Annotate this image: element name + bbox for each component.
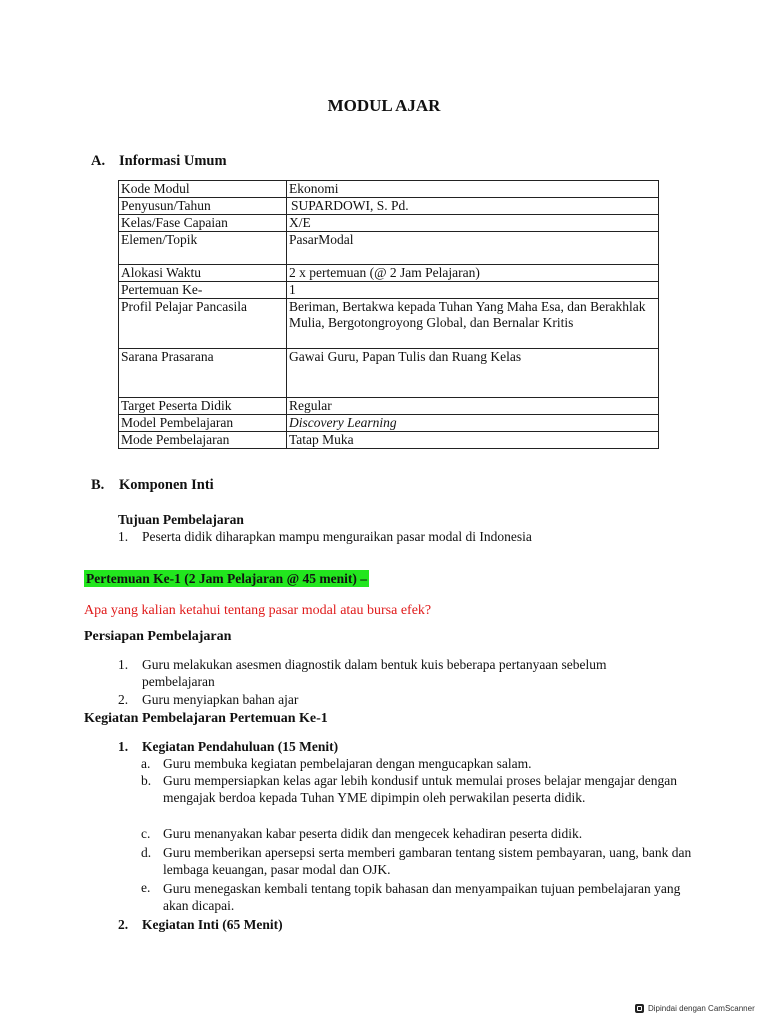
section-a-label: Informasi Umum — [119, 153, 227, 169]
inti-heading — [118, 917, 678, 933]
kegiatan-heading: Kegiatan Pembelajaran Pertemuan Ke-1 — [84, 711, 328, 726]
table-key: Penyusun/Tahun — [119, 198, 287, 215]
list-item — [141, 826, 701, 842]
table-row — [119, 215, 659, 232]
info-table — [118, 180, 659, 449]
table-value: Beriman, Bertakwa kepada Tuhan Yang Maha Esa, dan Berakhlak Mulia, Bergotongroyong Global, dan Bernalar Kritis — [287, 299, 659, 349]
list-item — [141, 756, 701, 772]
list-text: Guru menyiapkan bahan ajar — [142, 692, 299, 707]
table-row — [119, 181, 659, 198]
table-key: Pertemuan Ke- — [119, 282, 287, 299]
list-marker: 2. — [118, 917, 129, 932]
list-text: Peserta didik diharapkan mampu menguraikan pasar modal di Indonesia — [142, 529, 532, 544]
table-value: SUPARDOWI, S. Pd. — [287, 198, 659, 215]
list-text: Kegiatan Inti (65 Menit) — [142, 917, 283, 932]
list-marker: 1. — [118, 739, 129, 754]
page-title: MODUL AJAR — [327, 96, 441, 115]
section-b-number: B. — [91, 477, 105, 493]
tujuan-heading: Tujuan Pembelajaran — [118, 512, 244, 527]
table-key: Kode Modul — [119, 181, 287, 198]
list-text: Guru menanyakan kabar peserta didik dan mengecek kehadiran peserta didik. — [163, 826, 583, 841]
table-value: X/E — [287, 215, 659, 232]
list-text: Kegiatan Pendahuluan (15 Menit) — [142, 739, 339, 754]
pendahuluan-heading — [118, 739, 678, 755]
table-value: Tatap Muka — [287, 432, 659, 449]
table-row — [119, 432, 659, 449]
question-text: Apa yang kalian ketahui tentang pasar modal atau bursa efek? — [84, 603, 432, 618]
persiapan-heading: Persiapan Pembelajaran — [84, 629, 232, 644]
list-item — [118, 657, 678, 690]
list-text: Guru membuka kegiatan pembelajaran dengan mengucapkan salam. — [163, 756, 532, 771]
table-row — [119, 299, 659, 349]
table-row — [119, 349, 659, 398]
table-key: Model Pembelajaran — [119, 415, 287, 432]
list-marker: a. — [141, 756, 151, 771]
list-marker: c. — [141, 826, 151, 841]
pertemuan-heading — [84, 571, 369, 587]
table-row — [119, 265, 659, 282]
camscanner-watermark — [635, 1004, 755, 1013]
list-text: Guru mempersiapkan kelas agar lebih kondusif untuk memulai proses belajar mengajar dengan mengajak berdoa kepada Tuhan YME dipimpin oleh perwakilan peserta didik. — [163, 773, 677, 805]
table-key: Mode Pembelajaran — [119, 432, 287, 449]
list-item — [118, 692, 678, 708]
table-key: Alokasi Waktu — [119, 265, 287, 282]
list-text: Guru memberikan apersepsi serta memberi gambaran tentang sistem pembayaran, uang, bank dan lembaga keuangan, pasar modal dan OJK. — [163, 845, 692, 877]
list-marker: 2. — [118, 692, 129, 707]
table-value: Discovery Learning — [287, 415, 659, 432]
list-marker: 1. — [118, 657, 129, 672]
table-value: 2 x pertemuan (@ 2 Jam Pelajaran) — [287, 265, 659, 282]
watermark-text: Dipindai dengan CamScanner — [648, 1004, 755, 1013]
table-value: PasarModal — [287, 232, 659, 265]
table-row — [119, 398, 659, 415]
list-text: Guru menegaskan kembali tentang topik bahasan dan menyampaikan tujuan pembelajaran yang akan dicapai. — [163, 881, 681, 913]
list-marker: e. — [141, 880, 151, 895]
list-item — [141, 845, 701, 878]
list-item — [141, 773, 701, 806]
table-row — [119, 415, 659, 432]
table-key: Profil Pelajar Pancasila — [119, 299, 287, 349]
table-value: 1 — [287, 282, 659, 299]
table-value: Regular — [287, 398, 659, 415]
table-key: Elemen/Topik — [119, 232, 287, 265]
table-row — [119, 198, 659, 215]
list-item — [141, 880, 701, 914]
table-value: Ekonomi — [287, 181, 659, 198]
camscanner-logo-icon — [635, 1004, 644, 1013]
table-row — [119, 232, 659, 265]
table-row — [119, 282, 659, 299]
table-key: Target Peserta Didik — [119, 398, 287, 415]
section-b-label: Komponen Inti — [119, 477, 214, 493]
section-a-number: A. — [91, 153, 106, 169]
table-key: Sarana Prasarana — [119, 349, 287, 398]
list-marker: d. — [141, 845, 152, 860]
list-item — [118, 529, 678, 545]
table-key: Kelas/Fase Capaian — [119, 215, 287, 232]
list-marker: b. — [141, 773, 152, 788]
section-b-heading — [91, 477, 214, 494]
pertemuan-highlight: Pertemuan Ke-1 (2 Jam Pelajaran @ 45 menit) – — [86, 571, 367, 586]
list-marker: 1. — [118, 529, 129, 544]
section-a-heading — [91, 153, 227, 170]
table-value: Gawai Guru, Papan Tulis dan Ruang Kelas — [287, 349, 659, 398]
list-text: Guru melakukan asesmen diagnostik dalam bentuk kuis beberapa pertanyaan sebelum pembelajaran — [142, 657, 607, 689]
